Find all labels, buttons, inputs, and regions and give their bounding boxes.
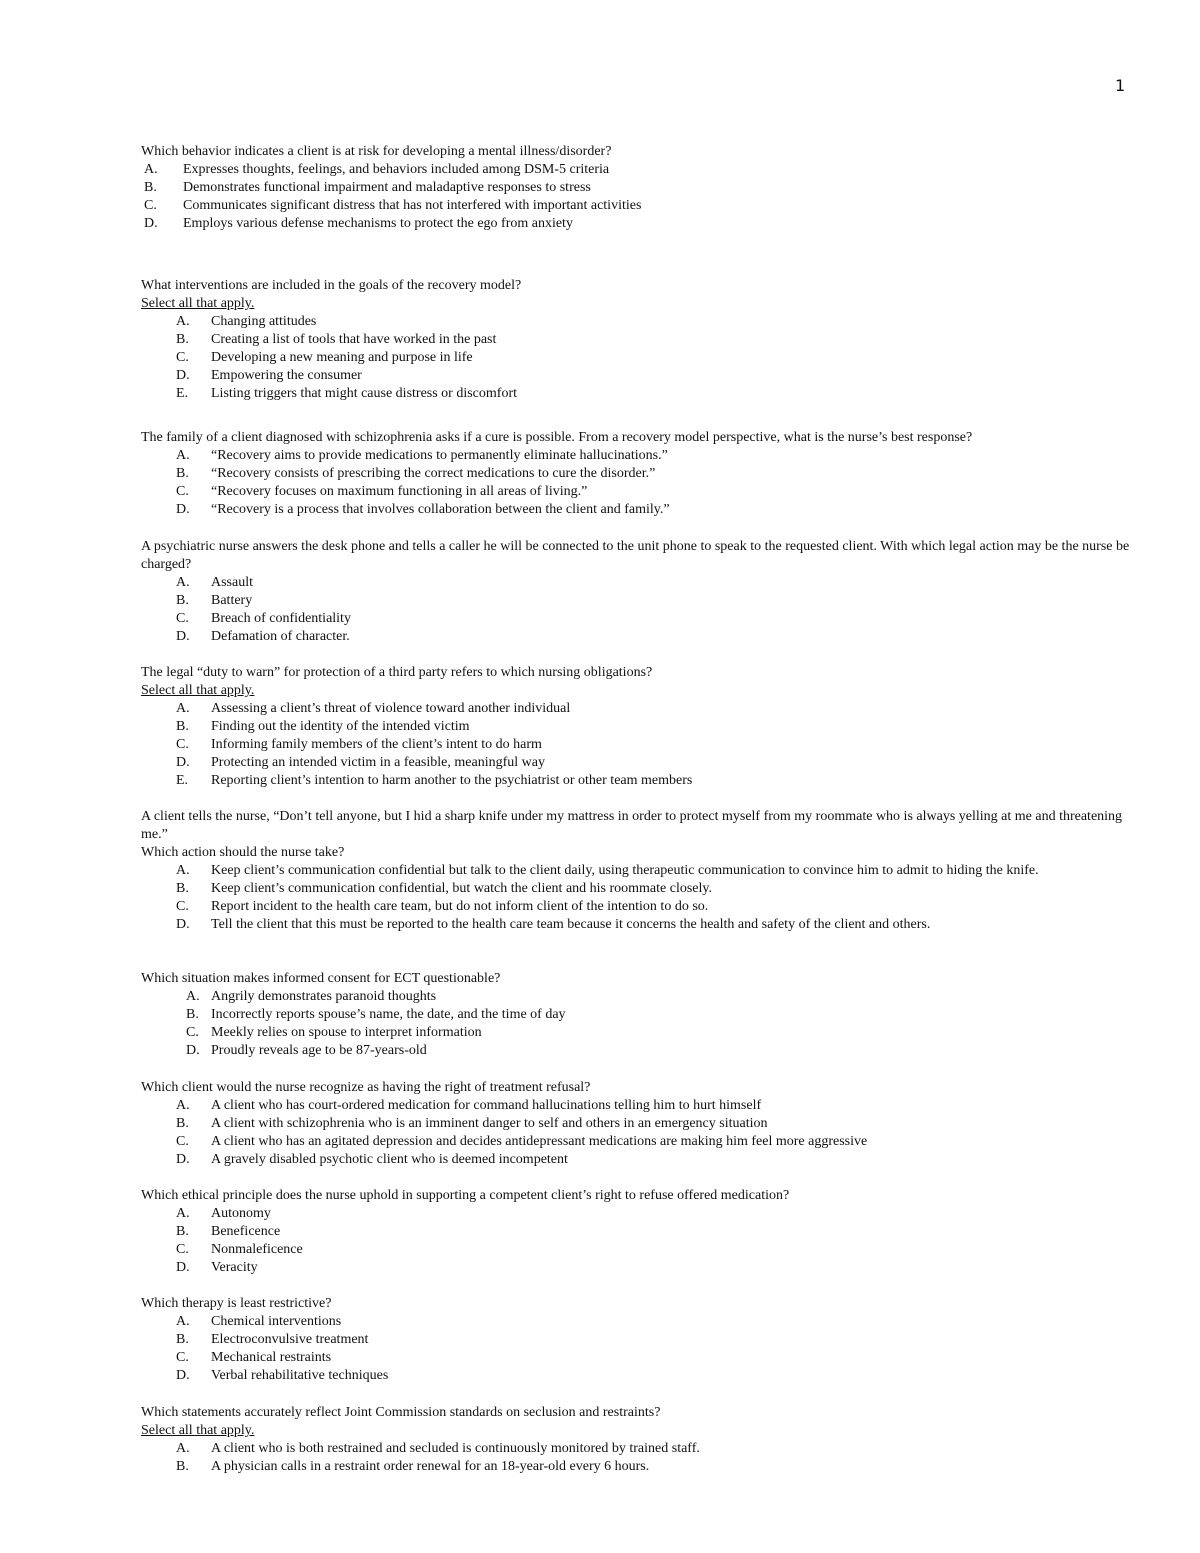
option-text: “Recovery consists of prescribing the correct medications to cure the disorder.” (211, 466, 656, 481)
option-letter: D. (144, 216, 158, 231)
answer-option (141, 1331, 1131, 1349)
question-7 (141, 970, 1131, 1060)
option-letter: A. (176, 575, 190, 590)
option-letter: B. (176, 466, 189, 481)
answer-option (141, 447, 1131, 465)
answer-option (141, 772, 1131, 790)
answer-option (141, 574, 1131, 592)
answer-option (141, 1313, 1131, 1331)
answer-option (141, 367, 1131, 385)
option-letter: A. (176, 1441, 190, 1456)
option-letter: A. (176, 1206, 190, 1221)
option-text: Keep client’s communication confidential, but watch the client and his roommate closely. (211, 881, 712, 896)
answer-option (141, 610, 1131, 628)
option-text: Empowering the consumer (211, 368, 362, 383)
question-8 (141, 1079, 1131, 1169)
option-letter: B. (176, 332, 189, 347)
answer-option (141, 754, 1131, 772)
question-stem-followup: Which action should the nurse take? (141, 845, 345, 860)
option-text: A client who has an agitated depression and decides antidepressant medications are making him feel more aggressive (211, 1134, 868, 1149)
question-stem: What interventions are included in the goals of the recovery model? (141, 278, 522, 293)
option-letter: D. (176, 368, 190, 383)
question-stem: Which statements accurately reflect Joint Commission standards on seclusion and restraints? (141, 1405, 661, 1420)
option-letter: A. (176, 1314, 190, 1329)
answer-option (141, 1367, 1131, 1385)
option-text: Expresses thoughts, feelings, and behaviors included among DSM-5 criteria (183, 162, 610, 177)
option-letter: A. (176, 448, 190, 463)
option-text: Assessing a client’s threat of violence toward another individual (211, 701, 571, 716)
option-letter: C. (176, 1350, 189, 1365)
option-letter: C. (176, 737, 189, 752)
option-text: Veracity (211, 1260, 258, 1275)
answer-option (141, 1349, 1131, 1367)
answer-option (141, 736, 1131, 754)
option-text: Communicates significant distress that has not interfered with important activities (183, 198, 642, 213)
option-letter: D. (176, 755, 190, 770)
option-text: “Recovery aims to provide medications to permanently eliminate hallucinations.” (211, 448, 668, 463)
option-text: Angrily demonstrates paranoid thoughts (211, 989, 437, 1004)
select-all-instruction: Select all that apply. (141, 296, 255, 311)
option-letter: C. (186, 1025, 199, 1040)
option-letter: B. (176, 1332, 189, 1347)
question-10 (141, 1295, 1131, 1385)
answer-option (141, 1024, 1131, 1042)
answer-option (141, 1458, 1131, 1476)
option-text: Reporting client’s intention to harm another to the psychiatrist or other team members (211, 773, 693, 788)
option-text: Informing family members of the client’s intent to do harm (211, 737, 542, 752)
option-letter: C. (176, 1242, 189, 1257)
option-text: “Recovery is a process that involves collaboration between the client and family.” (211, 502, 670, 517)
question-stem: Which client would the nurse recognize as having the right of treatment refusal? (141, 1080, 591, 1095)
option-text: A client who is both restrained and secluded is continuously monitored by trained staff. (211, 1441, 700, 1456)
question-1 (141, 143, 1131, 233)
option-letter: A. (176, 863, 190, 878)
option-letter: A. (144, 162, 158, 177)
option-text: Battery (211, 593, 253, 608)
option-text: Verbal rehabilitative techniques (211, 1368, 389, 1383)
question-2 (141, 277, 1131, 403)
select-all-instruction: Select all that apply. (141, 1423, 255, 1438)
answer-option (141, 916, 1131, 934)
option-text: Protecting an intended victim in a feasible, meaningful way (211, 755, 545, 770)
question-5 (141, 664, 1131, 790)
answer-option (141, 1205, 1131, 1223)
answer-option (141, 1440, 1131, 1458)
option-letter: B. (186, 1007, 199, 1022)
option-letter: B. (144, 180, 157, 195)
option-text: Changing attitudes (211, 314, 317, 329)
option-letter: A. (176, 701, 190, 716)
answer-option (141, 898, 1131, 916)
answer-option (141, 1151, 1131, 1169)
option-letter: B. (176, 1224, 189, 1239)
option-letter: A. (176, 314, 190, 329)
answer-option (141, 1133, 1131, 1151)
option-text: Developing a new meaning and purpose in life (211, 350, 473, 365)
select-all-instruction: Select all that apply. (141, 683, 255, 698)
option-letter: E. (176, 773, 189, 788)
option-text: “Recovery focuses on maximum functioning in all areas of living.” (211, 484, 588, 499)
option-text: A gravely disabled psychotic client who is deemed incompetent (211, 1152, 568, 1167)
answer-option (141, 385, 1131, 403)
question-stem: A psychiatric nurse answers the desk phone and tells a caller he will be connected to the unit phone to speak to the requested client. With which legal action may be the nurse be charged? (141, 539, 1130, 572)
option-text: Demonstrates functional impairment and maladaptive responses to stress (183, 180, 591, 195)
option-text: Mechanical restraints (211, 1350, 332, 1365)
option-letter: C. (176, 611, 189, 626)
option-letter: C. (176, 350, 189, 365)
answer-option (141, 1259, 1131, 1277)
option-letter: E. (176, 386, 189, 401)
question-9 (141, 1187, 1131, 1277)
option-letter: D. (176, 1368, 190, 1383)
question-stem: Which behavior indicates a client is at risk for developing a mental illness/disorder? (141, 144, 612, 159)
answer-option (141, 161, 1131, 179)
option-letter: D. (176, 629, 190, 644)
question-stem: Which ethical principle does the nurse uphold in supporting a competent client’s right to refuse offered medication? (141, 1188, 790, 1203)
option-text: Listing triggers that might cause distress or discomfort (211, 386, 518, 401)
answer-option (141, 501, 1131, 519)
option-text: Meekly relies on spouse to interpret information (211, 1025, 482, 1040)
option-letter: D. (176, 917, 190, 932)
answer-option (141, 313, 1131, 331)
answer-option (141, 718, 1131, 736)
option-text: A client who has court-ordered medication for command hallucinations telling him to hurt himself (211, 1098, 762, 1113)
answer-option (141, 1115, 1131, 1133)
option-text: Employs various defense mechanisms to protect the ego from anxiety (183, 216, 573, 231)
answer-option (141, 988, 1131, 1006)
question-4 (141, 538, 1131, 646)
option-text: Defamation of character. (211, 629, 350, 644)
option-text: Finding out the identity of the intended victim (211, 719, 470, 734)
answer-option (141, 1042, 1131, 1060)
option-text: Creating a list of tools that have worked in the past (211, 332, 497, 347)
option-text: Proudly reveals age to be 87-years-old (211, 1043, 427, 1058)
answer-option (141, 880, 1131, 898)
answer-option (141, 700, 1131, 718)
option-letter: B. (176, 881, 189, 896)
page-number: 1 (1115, 76, 1126, 95)
answer-option (141, 349, 1131, 367)
option-text: Keep client’s communication confidential but talk to the client daily, using therapeutic communication to convince him to admit to hiding the knife. (211, 863, 1039, 878)
option-letter: C. (176, 1134, 189, 1149)
answer-option (141, 179, 1131, 197)
answer-option (141, 465, 1131, 483)
answer-option (141, 1097, 1131, 1115)
option-letter: C. (176, 484, 189, 499)
answer-option (141, 862, 1131, 880)
answer-option (141, 628, 1131, 646)
question-stem: The legal “duty to warn” for protection of a third party refers to which nursing obligations? (141, 665, 653, 680)
answer-option (141, 215, 1131, 233)
option-letter: A. (186, 989, 200, 1004)
question-11 (141, 1404, 1131, 1476)
question-stem: Which situation makes informed consent for ECT questionable? (141, 971, 501, 986)
option-letter: C. (144, 198, 157, 213)
question-stem: A client tells the nurse, “Don’t tell anyone, but I hid a sharp knife under my mattress in order to protect myself from my roommate who is always yelling at me and threatening me.” (141, 809, 1123, 842)
question-6 (141, 808, 1131, 934)
option-letter: B. (176, 719, 189, 734)
option-letter: B. (176, 593, 189, 608)
option-text: Tell the client that this must be reported to the health care team because it concerns the health and safety of the client and others. (211, 917, 931, 932)
option-text: Assault (211, 575, 253, 590)
answer-option (141, 483, 1131, 501)
option-text: Autonomy (211, 1206, 271, 1221)
option-text: Incorrectly reports spouse’s name, the date, and the time of day (211, 1007, 566, 1022)
question-stem: The family of a client diagnosed with schizophrenia asks if a cure is possible. From a recovery model perspective, what is the nurse’s best response? (141, 430, 973, 445)
answer-option (141, 1223, 1131, 1241)
answer-option (141, 331, 1131, 349)
option-text: Chemical interventions (211, 1314, 342, 1329)
option-text: Electroconvulsive treatment (211, 1332, 369, 1347)
option-letter: D. (186, 1043, 200, 1058)
option-letter: B. (176, 1459, 189, 1474)
question-stem: Which therapy is least restrictive? (141, 1296, 332, 1311)
option-text: Report incident to the health care team, but do not inform client of the intention to do so. (211, 899, 709, 914)
option-text: Breach of confidentiality (211, 611, 351, 626)
option-text: Beneficence (211, 1224, 281, 1239)
option-text: A physician calls in a restraint order renewal for an 18-year-old every 6 hours. (211, 1459, 650, 1474)
option-letter: A. (176, 1098, 190, 1113)
option-letter: D. (176, 1260, 190, 1275)
answer-option (141, 197, 1131, 215)
answer-option (141, 1241, 1131, 1259)
option-text: Nonmaleficence (211, 1242, 303, 1257)
option-letter: C. (176, 899, 189, 914)
option-text: A client with schizophrenia who is an imminent danger to self and others in an emergency situation (211, 1116, 768, 1131)
answer-option (141, 1006, 1131, 1024)
question-3 (141, 429, 1131, 519)
answer-option (141, 592, 1131, 610)
option-letter: D. (176, 502, 190, 517)
option-letter: B. (176, 1116, 189, 1131)
option-letter: D. (176, 1152, 190, 1167)
